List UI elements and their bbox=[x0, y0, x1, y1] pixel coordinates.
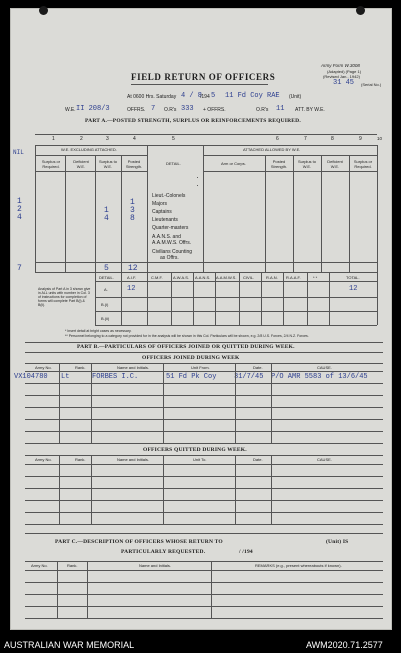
part-c-head-rank: Rank. bbox=[67, 563, 78, 568]
col-number-2: 2 bbox=[80, 136, 83, 142]
we-value: II 208/3 bbox=[76, 105, 110, 113]
col-number-5: 5 bbox=[172, 136, 175, 142]
footer-accession: AWM2020.71.2577 bbox=[306, 640, 383, 650]
col4-value-captains: 3 bbox=[130, 206, 135, 215]
col-head-5: DETAIL. bbox=[166, 161, 181, 166]
col-number-8: 8 bbox=[331, 136, 334, 142]
offrs-label: OFFRS. bbox=[127, 107, 146, 113]
col3-value-captains: 1 bbox=[104, 206, 109, 215]
year-prefix: /194 bbox=[200, 94, 210, 100]
quitted-title: OFFICERS QUITTED DURING WEEK. bbox=[143, 447, 247, 453]
form-ref-line1: Army Form W.3008 bbox=[321, 63, 360, 68]
rank-captains: Captains bbox=[152, 209, 172, 215]
joined-name: FORBES I.C. bbox=[92, 373, 139, 381]
form-sheet bbox=[10, 8, 392, 630]
col-number-7: 7 bbox=[304, 136, 307, 142]
detail-head-aans: A.A.N.S. bbox=[195, 275, 211, 280]
serial-number: 31 45 bbox=[333, 79, 355, 87]
quitted-head-date: Date. bbox=[253, 457, 263, 462]
col-number-1: 1 bbox=[52, 136, 55, 142]
detail-head-detail: DETAIL. bbox=[99, 275, 114, 280]
part-c-unit: (Unit) IS bbox=[326, 539, 349, 545]
detail-head-total: TOTAL. bbox=[346, 275, 360, 280]
part-a-heading: PART A.—POSTED STRENGTH, SURPLUS OR REINFORCEMENTS REQUIRED. bbox=[85, 118, 301, 124]
plus-offrs-label: + OFFRS. bbox=[203, 107, 226, 113]
col-head-4: Posted Strength. bbox=[125, 159, 143, 169]
col3-value-lieutenants: 4 bbox=[104, 214, 109, 223]
punch-hole-right bbox=[356, 6, 365, 15]
col4-value-lieutenants: 8 bbox=[130, 214, 135, 223]
att-label: ATT. BY W.E. bbox=[295, 107, 325, 113]
rank-majors: Majors bbox=[152, 201, 168, 207]
col-head-1: Surplus or Required. bbox=[41, 159, 61, 169]
joined-head-date: Date. bbox=[253, 365, 263, 370]
group-left-heading: W.E. EXCLUDING ATTACHED. bbox=[61, 147, 117, 152]
footnote-2: ** Personnel belonging to a category not provided for in the analysis will be shown in this Col. Particulars will be shown, e.g. 2/8 U.S. Forces, 2/4 N.Z. Forces. bbox=[65, 334, 309, 338]
col-head-3: Surplus to W.E. bbox=[98, 159, 117, 169]
col-head-7: Posted Strength. bbox=[270, 159, 288, 169]
detail-head-cmf: C.M.F. bbox=[151, 275, 163, 280]
detail-head-awas: A.W.A.S. bbox=[173, 275, 190, 280]
footnote-1: * Insert detail at bright cases as necessary. bbox=[65, 329, 132, 333]
detail-head-other: * * bbox=[313, 275, 318, 280]
col-head-2: Deficient W.E. bbox=[73, 159, 89, 169]
offrs-value: 7 bbox=[151, 105, 156, 113]
form-ref-line2: (Adapted) (Page 1) bbox=[327, 69, 362, 74]
col1-value-majors: 1 bbox=[17, 197, 22, 206]
detail-head-raaf: R.A.A.F. bbox=[286, 275, 301, 280]
col-number-3: 3 bbox=[106, 136, 109, 142]
or-label: O.R's bbox=[164, 107, 177, 113]
part-b-heading: PART B.—PARTICULARS OF OFFICERS JOINED OR QUITTED DURING WEEK. bbox=[77, 344, 295, 350]
detail-a-total-value: 12 bbox=[349, 285, 358, 293]
part-c-head-remarks: REMARKS (e.g., present whereabouts if known). bbox=[255, 563, 342, 568]
joined-cause: P/O AMR 5583 of 13/6/45 bbox=[271, 373, 368, 381]
rank-civilians: Civilians Counting bbox=[152, 249, 193, 255]
part-c-line2: PARTICULARLY REQUESTED. bbox=[121, 549, 206, 555]
rank-aans: A.A.N.S. and bbox=[152, 234, 181, 240]
joined-head-cause: CAUSE. bbox=[317, 365, 332, 370]
joined-date: 31/7/45 bbox=[234, 373, 264, 381]
detail-head-aif: A.I.F. bbox=[127, 275, 137, 280]
total-col1: 7 bbox=[17, 264, 22, 273]
joined-head-army-no: Army No. bbox=[35, 365, 52, 370]
footer-source: AUSTRALIAN WAR MEMORIAL bbox=[4, 640, 135, 650]
part-c-date: / /194 bbox=[239, 549, 253, 555]
quitted-head-rank: Rank. bbox=[75, 457, 86, 462]
col-head-8: Surplus to W.E. bbox=[297, 159, 316, 169]
detail-analysis-note: Analysis of Part A in 3 shown give in ALL units with number in Col. 3 of instructions for completion of forms will complete Part B(i) & B(ii). bbox=[38, 287, 91, 307]
unit-name: 11 Fd Coy RAE bbox=[225, 92, 280, 100]
detail-head-civil: CIVIL. bbox=[243, 275, 255, 280]
col-number-10: 10 bbox=[377, 136, 383, 141]
rank-quartermasters: Quarter-masters bbox=[152, 225, 189, 231]
rank-aamws: A.A.M.W.S. Offrs. bbox=[152, 240, 192, 246]
detail-a-aif-value: 12 bbox=[127, 285, 136, 293]
we-label: W.E. bbox=[65, 107, 76, 113]
total-col3: 5 bbox=[104, 264, 109, 273]
form-title: FIELD RETURN OF OFFICERS bbox=[131, 72, 276, 82]
joined-unit: 51 Fd Pk Coy bbox=[166, 373, 217, 381]
unit-label: (Unit) bbox=[289, 94, 302, 100]
col-head-6: Arm or Corps. bbox=[221, 161, 246, 166]
detail-head-aamws: A.A.M.W.S. bbox=[216, 275, 237, 280]
quitted-head-cause: CAUSE. bbox=[317, 457, 332, 462]
col-number-4: 4 bbox=[133, 136, 136, 142]
at-line-prefix: At 0600 Hrs. Saturday bbox=[127, 94, 177, 100]
detail-row-bii: B.(ii) bbox=[101, 316, 110, 321]
group-right-heading: ATTACHED ALLOWED BY W.E. bbox=[243, 147, 301, 152]
col1-value-lieutenants: 4 bbox=[17, 213, 22, 222]
return-date: 4 / 8 bbox=[181, 92, 203, 100]
col-number-6: 6 bbox=[276, 136, 279, 142]
col4-value-majors: 1 bbox=[130, 198, 135, 207]
form-ref-line3: (Revised Jan., 1942) bbox=[323, 74, 360, 79]
punch-hole-left bbox=[39, 6, 48, 15]
part-c-head-army-no: Army No. bbox=[31, 563, 48, 568]
or-value: 333 bbox=[181, 105, 194, 113]
rank-lieutenants: Lieutenants bbox=[152, 217, 178, 223]
part-c-line1: PART C.—DESCRIPTION OF OFFICERS WHOSE RETURN TO bbox=[55, 539, 223, 545]
detail-row-bi: B.(i) bbox=[101, 302, 109, 307]
detail-row-a: A. bbox=[104, 287, 108, 292]
or2-value: 11 bbox=[276, 105, 285, 113]
joined-head-unit: Unit From. bbox=[191, 365, 210, 370]
rank-lt-col: Lieut.-Colonels bbox=[152, 193, 186, 199]
joined-rank: Lt bbox=[61, 373, 70, 381]
return-year: 5 bbox=[211, 92, 216, 100]
part-c-head-name: Name and Initials. bbox=[139, 563, 172, 568]
quitted-head-unit: Unit To. bbox=[193, 457, 207, 462]
total-col4: 12 bbox=[128, 264, 138, 273]
joined-head-rank: Rank. bbox=[75, 365, 86, 370]
quitted-head-army-no: Army No. bbox=[35, 457, 52, 462]
plus-or-label: O.R's bbox=[256, 107, 269, 113]
col-number-9: 9 bbox=[359, 136, 362, 142]
col1-value-captains: 2 bbox=[17, 205, 22, 214]
margin-mark-nil: NIL bbox=[13, 149, 24, 156]
col-head-10: Surplus or Required. bbox=[353, 159, 373, 169]
joined-head-name: Name and Initials. bbox=[117, 365, 150, 370]
serial-label: (Serial No.) bbox=[361, 82, 382, 87]
col-head-9: Deficient W.E. bbox=[327, 159, 343, 169]
detail-head-ran: R.A.N. bbox=[266, 275, 278, 280]
rank-civilians-2: as Offrs. bbox=[160, 255, 179, 261]
joined-title: OFFICERS JOINED DURING WEEK bbox=[142, 355, 240, 361]
joined-army-no: VX104780 bbox=[14, 373, 48, 381]
quitted-head-name: Name and Initials. bbox=[117, 457, 150, 462]
